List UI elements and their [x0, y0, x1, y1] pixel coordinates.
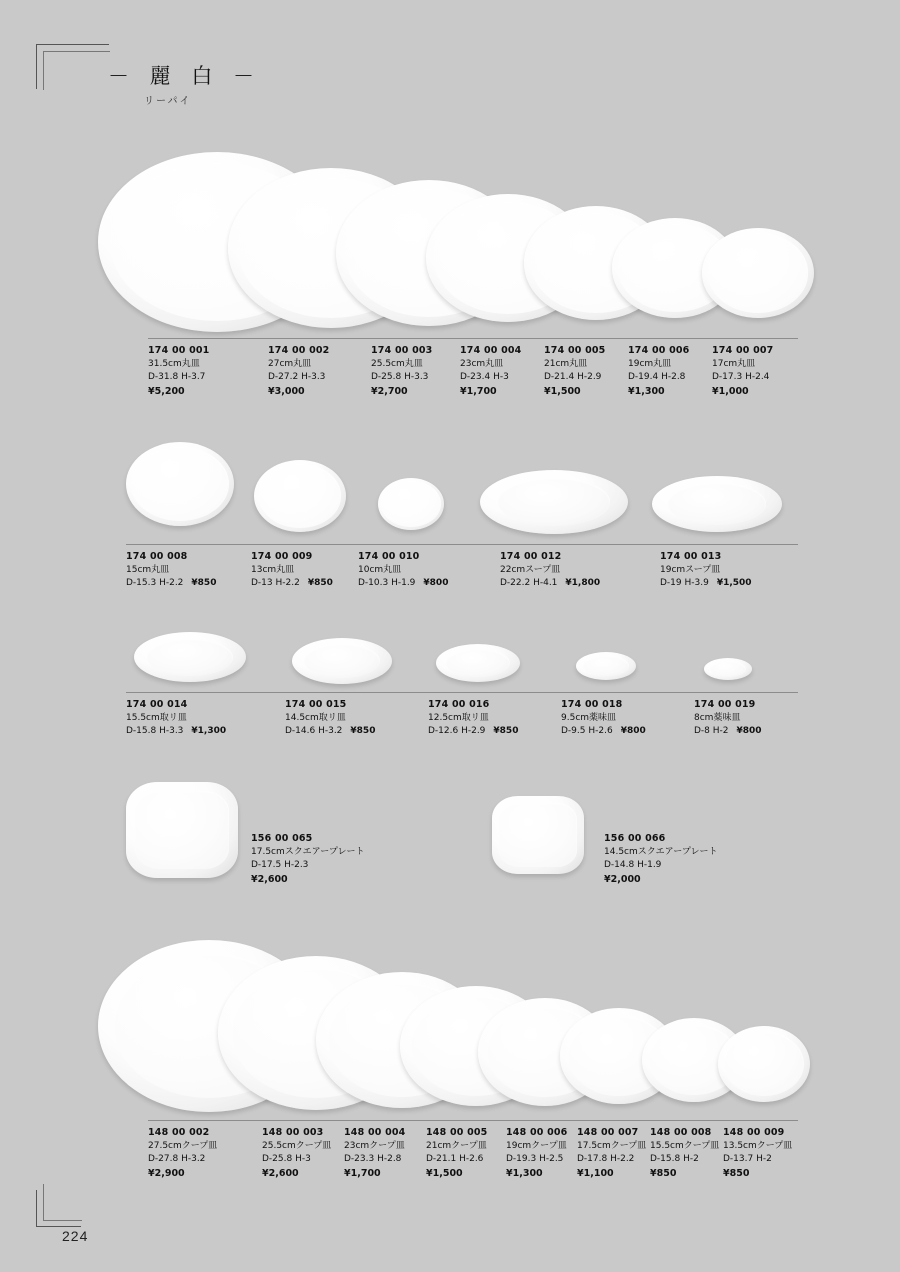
product-code: 174 00 001 [148, 345, 210, 356]
product-name: 17cm丸皿 [712, 358, 756, 369]
product-price: ¥5,200 [148, 385, 185, 397]
product-price: ¥800 [736, 726, 762, 736]
divider-group-3 [126, 692, 798, 693]
product-dimensions: D-15.8 H-2 [650, 1154, 699, 1164]
product-caption [285, 698, 375, 739]
product-caption [371, 344, 433, 398]
product-name: 17.5cmクープ皿 [577, 1140, 647, 1151]
product-caption [506, 1126, 568, 1180]
product-caption [460, 344, 522, 398]
product-name: 15.5cmクープ皿 [650, 1140, 720, 1151]
product-code: 174 00 008 [126, 551, 188, 562]
product-image-156-00-065 [126, 782, 238, 878]
product-code: 174 00 005 [544, 345, 606, 356]
product-code: 174 00 002 [268, 345, 330, 356]
product-price: ¥1,000 [712, 385, 749, 397]
product-dimensions: D-19 H-3.9 [660, 578, 709, 588]
product-code: 148 00 008 [650, 1127, 712, 1138]
product-price: ¥2,600 [262, 1167, 299, 1179]
product-code: 174 00 007 [712, 345, 774, 356]
product-name: 15.5cm取リ皿 [126, 712, 187, 723]
product-caption [262, 1126, 331, 1180]
product-name: 12.5cm取リ皿 [428, 712, 489, 723]
product-price: ¥1,800 [565, 578, 601, 588]
product-dimensions: D-12.6 H-2.9 [428, 726, 486, 736]
product-dimensions: D-17.5 H-2.3 [251, 860, 309, 870]
product-name: 19cm丸皿 [628, 358, 672, 369]
product-image-174-00-014 [134, 632, 246, 682]
product-image-174-00-008 [126, 442, 234, 526]
product-image-148-00-009 [718, 1026, 810, 1102]
product-dimensions: D-22.2 H-4.1 [500, 578, 558, 588]
product-code: 148 00 002 [148, 1127, 210, 1138]
product-price: ¥850 [307, 578, 333, 588]
product-caption [660, 550, 752, 591]
product-caption [604, 832, 718, 886]
product-image-174-00-018 [576, 652, 636, 680]
product-name: 25.5cmクープ皿 [262, 1140, 332, 1151]
product-code: 174 00 018 [561, 699, 623, 710]
product-dimensions: D-10.3 H-1.9 [358, 578, 416, 588]
divider-group-5 [148, 1120, 798, 1121]
product-image-174-00-007 [702, 228, 814, 318]
product-dimensions: D-23.4 H-3 [460, 372, 509, 382]
product-price: ¥3,000 [268, 385, 305, 397]
product-code: 174 00 012 [500, 551, 562, 562]
product-caption [251, 832, 365, 886]
product-code: 156 00 065 [251, 833, 313, 844]
product-price: ¥1,500 [716, 578, 752, 588]
product-caption [148, 1126, 217, 1180]
product-caption [126, 550, 216, 591]
corner-bracket-top-left [36, 44, 109, 89]
product-image-174-00-010 [378, 478, 444, 530]
product-code: 148 00 009 [723, 1127, 785, 1138]
product-price: ¥850 [650, 1167, 677, 1179]
page-subtitle: リーパイ [144, 96, 192, 107]
product-price: ¥2,700 [371, 385, 408, 397]
product-caption [344, 1126, 406, 1180]
product-name: 14.5cm取リ皿 [285, 712, 346, 723]
product-name: 31.5cm丸皿 [148, 358, 200, 369]
product-code: 174 00 014 [126, 699, 188, 710]
product-price: ¥2,900 [148, 1167, 185, 1179]
product-price: ¥850 [191, 578, 217, 588]
product-dimensions: D-19.3 H-2.5 [506, 1154, 564, 1164]
product-price: ¥850 [350, 726, 376, 736]
product-caption [500, 550, 600, 591]
product-name: 8cm薬味皿 [694, 712, 741, 723]
product-dimensions: D-21.4 H-2.9 [544, 372, 602, 382]
product-code: 156 00 066 [604, 833, 666, 844]
product-dimensions: D-31.8 H-3.7 [148, 372, 206, 382]
product-caption [723, 1126, 792, 1180]
product-price: ¥800 [423, 578, 449, 588]
product-dimensions: D-9.5 H-2.6 [561, 726, 613, 736]
product-dimensions: D-25.8 H-3.3 [371, 372, 429, 382]
product-price: ¥850 [493, 726, 519, 736]
product-name: 21cm丸皿 [544, 358, 588, 369]
product-name: 13.5cmクープ皿 [723, 1140, 793, 1151]
page-number: 224 [62, 1228, 89, 1244]
product-price: ¥1,300 [506, 1167, 543, 1179]
product-name: 9.5cm薬味皿 [561, 712, 617, 723]
product-code: 174 00 013 [660, 551, 722, 562]
product-price: ¥2,600 [251, 873, 288, 885]
corner-bracket-bottom-left [36, 1190, 81, 1227]
product-dimensions: D-13 H-2.2 [251, 578, 300, 588]
product-name: 19cmクープ皿 [506, 1140, 567, 1151]
product-price: ¥2,000 [604, 873, 641, 885]
product-code: 148 00 006 [506, 1127, 568, 1138]
product-name: 21cmクープ皿 [426, 1140, 487, 1151]
product-name: 22cmスープ皿 [500, 564, 561, 575]
product-caption [148, 344, 210, 398]
divider-group-2 [126, 544, 798, 545]
product-code: 174 00 016 [428, 699, 490, 710]
product-caption [126, 698, 226, 739]
product-image-174-00-015 [292, 638, 392, 684]
product-dimensions: D-14.6 H-3.2 [285, 726, 343, 736]
product-dimensions: D-23.3 H-2.8 [344, 1154, 402, 1164]
product-code: 174 00 009 [251, 551, 313, 562]
product-name: 17.5cmスクエアープレート [251, 846, 365, 857]
product-image-174-00-013 [652, 476, 782, 532]
product-price: ¥1,500 [426, 1167, 463, 1179]
product-image-156-00-066 [492, 796, 584, 874]
product-name: 14.5cmスクエアープレート [604, 846, 718, 857]
product-dimensions: D-17.8 H-2.2 [577, 1154, 635, 1164]
product-dimensions: D-27.8 H-3.2 [148, 1154, 206, 1164]
product-code: 174 00 004 [460, 345, 522, 356]
product-price: ¥1,300 [191, 726, 227, 736]
product-caption [561, 698, 646, 739]
product-code: 174 00 006 [628, 345, 690, 356]
product-name: 27cm丸皿 [268, 358, 312, 369]
product-code: 174 00 010 [358, 551, 420, 562]
product-caption [712, 344, 774, 398]
product-name: 23cmクープ皿 [344, 1140, 405, 1151]
product-dimensions: D-13.7 H-2 [723, 1154, 772, 1164]
product-caption [251, 550, 333, 591]
product-price: ¥1,700 [460, 385, 497, 397]
product-name: 13cm丸皿 [251, 564, 295, 575]
product-dimensions: D-8 H-2 [694, 726, 729, 736]
product-image-174-00-019 [704, 658, 752, 680]
product-caption [426, 1126, 488, 1180]
product-name: 27.5cmクープ皿 [148, 1140, 218, 1151]
divider-group-1 [148, 338, 798, 339]
product-image-174-00-012 [480, 470, 628, 534]
product-code: 148 00 007 [577, 1127, 639, 1138]
product-dimensions: D-15.3 H-2.2 [126, 578, 184, 588]
page-title: － 麗 白 － [108, 64, 262, 88]
product-dimensions: D-25.8 H-3 [262, 1154, 311, 1164]
product-price: ¥1,100 [577, 1167, 614, 1179]
product-caption [358, 550, 448, 591]
product-name: 15cm丸皿 [126, 564, 170, 575]
product-dimensions: D-21.1 H-2.6 [426, 1154, 484, 1164]
product-price: ¥800 [620, 726, 646, 736]
product-code: 174 00 003 [371, 345, 433, 356]
product-image-174-00-009 [254, 460, 346, 532]
product-caption [544, 344, 606, 398]
product-caption [628, 344, 690, 398]
product-dimensions: D-15.8 H-3.3 [126, 726, 184, 736]
product-code: 148 00 005 [426, 1127, 488, 1138]
product-name: 23cm丸皿 [460, 358, 504, 369]
product-name: 10cm丸皿 [358, 564, 402, 575]
product-dimensions: D-19.4 H-2.8 [628, 372, 686, 382]
product-dimensions: D-27.2 H-3.3 [268, 372, 326, 382]
product-caption [694, 698, 762, 739]
product-caption [577, 1126, 646, 1180]
product-price: ¥1,700 [344, 1167, 381, 1179]
product-code: 174 00 019 [694, 699, 756, 710]
product-price: ¥850 [723, 1167, 750, 1179]
product-caption [268, 344, 330, 398]
product-dimensions: D-17.3 H-2.4 [712, 372, 770, 382]
product-caption [650, 1126, 719, 1180]
product-name: 19cmスープ皿 [660, 564, 721, 575]
product-code: 148 00 003 [262, 1127, 324, 1138]
product-name: 25.5cm丸皿 [371, 358, 423, 369]
product-price: ¥1,300 [628, 385, 665, 397]
product-code: 148 00 004 [344, 1127, 406, 1138]
product-dimensions: D-14.8 H-1.9 [604, 860, 662, 870]
product-price: ¥1,500 [544, 385, 581, 397]
product-caption [428, 698, 518, 739]
product-code: 174 00 015 [285, 699, 347, 710]
product-image-174-00-016 [436, 644, 520, 682]
